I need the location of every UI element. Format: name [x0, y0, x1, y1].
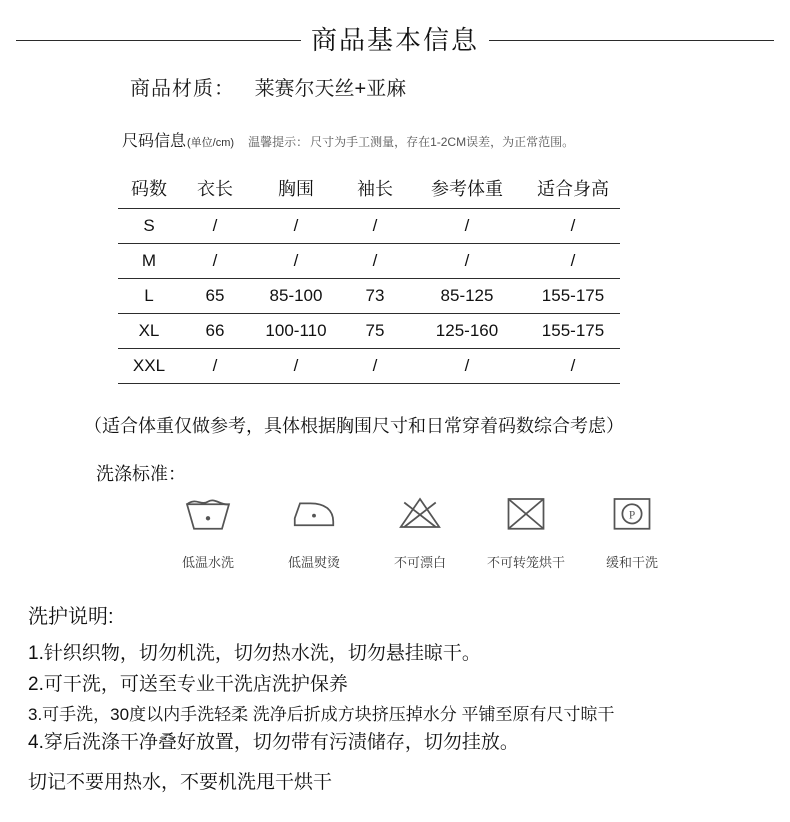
wash-standard-heading: 洗涤标准：: [96, 464, 186, 484]
size-info-heading: [122, 128, 574, 151]
cell-height: /: [526, 349, 620, 384]
care-title: 洗护说明:: [28, 606, 114, 628]
wash-symbol-item: [584, 492, 680, 571]
cell-weight: 85-125: [408, 279, 526, 314]
cell-weight: 125-160: [408, 314, 526, 349]
cell-bust: /: [250, 209, 342, 244]
column-header-weight: 参考体重: [408, 168, 526, 209]
cell-bust: /: [250, 349, 342, 384]
cell-bust: 100-110: [250, 314, 342, 349]
cell-size: L: [118, 279, 180, 314]
care-line-1: 1.针织织物，切勿机洗，切勿热水洗，切勿悬挂晾干。: [28, 643, 481, 664]
care-line-4: 4.穿后洗涤干净叠好放置，切勿带有污渍储存，切勿挂放。: [28, 732, 519, 754]
cell-size: S: [118, 209, 180, 244]
cell-length: /: [180, 209, 250, 244]
cell-sleeve: /: [342, 349, 408, 384]
cell-sleeve: /: [342, 209, 408, 244]
cell-height: 155-175: [526, 279, 620, 314]
column-header-sleeve: 袖长: [342, 168, 408, 209]
cell-height: /: [526, 244, 620, 279]
table-row: [118, 244, 620, 279]
cell-size: M: [118, 244, 180, 279]
cell-height: /: [526, 209, 620, 244]
cell-sleeve: 75: [342, 314, 408, 349]
size-info-unit: (单位/cm): [187, 137, 235, 149]
wash-symbol-item: [478, 492, 574, 571]
table-header-row: [118, 168, 620, 209]
size-table-body: [118, 209, 620, 384]
size-table-note: （适合体重仅做参考，具体根据胸围尺寸和日常穿着码数综合考虑）: [84, 416, 624, 436]
care-line-3: 3.可手洗，30度以内手洗轻柔 洗净后折成方块挤压掉水分 平铺至原有尺寸晾干: [28, 704, 615, 724]
iron-icon: [287, 492, 341, 534]
title-rule-right: [489, 40, 774, 41]
size-table: [118, 168, 620, 384]
column-header-length: 衣长: [180, 168, 250, 209]
no-bleach-icon: [393, 492, 447, 534]
size-info-tip-label: 温馨提示：: [248, 135, 309, 149]
column-header-bust: 胸围: [250, 168, 342, 209]
cell-length: 66: [180, 314, 250, 349]
care-final-note: 切记不要用热水，不要机洗甩干烘干: [28, 771, 333, 793]
size-info-label: 尺码信息: [122, 133, 187, 150]
wash-symbol-label: 不可漂白: [393, 555, 446, 570]
svg-text:P: P: [628, 509, 636, 522]
care-line-2: 2.可干洗，可送至专业干洗店洗护保养: [28, 673, 348, 695]
cell-weight: /: [408, 349, 526, 384]
title-rule-left: [16, 40, 301, 41]
wash-symbol-label: 低温熨烫: [287, 555, 340, 570]
column-header-size: 码数: [118, 168, 180, 209]
wash-tub-icon: [181, 492, 235, 534]
cell-length: 65: [180, 279, 250, 314]
cell-size: XL: [118, 314, 180, 349]
cell-bust: /: [250, 244, 342, 279]
material-value: 莱赛尔天丝+亚麻: [254, 78, 407, 100]
table-row: [118, 349, 620, 384]
material-row: [130, 72, 406, 101]
cell-sleeve: 73: [342, 279, 408, 314]
table-row: [118, 209, 620, 244]
wash-symbol-label: 不可转笼烘干: [486, 555, 565, 570]
wash-symbol-label: 低温水洗: [181, 555, 234, 570]
wash-symbol-item: [160, 492, 256, 571]
wash-symbol-label: 缓和干洗: [605, 555, 658, 570]
size-info-tip-text: 尺寸为手工测量，存在1-2CM误差，为正常范围。: [310, 135, 575, 149]
size-table-head: [118, 168, 620, 209]
wash-symbol-list: [160, 492, 680, 571]
column-header-height: 适合身高: [526, 168, 620, 209]
material-label: 商品材质：: [130, 78, 235, 100]
no-tumble-dry-icon: [499, 492, 553, 534]
cell-weight: /: [408, 244, 526, 279]
cell-weight: /: [408, 209, 526, 244]
cell-length: /: [180, 244, 250, 279]
cell-height: 155-175: [526, 314, 620, 349]
cell-bust: 85-100: [250, 279, 342, 314]
cell-sleeve: /: [342, 244, 408, 279]
page-title: 商品基本信息: [310, 24, 479, 55]
table-row: [118, 279, 620, 314]
wash-symbol-item: [266, 492, 362, 571]
wash-symbol-item: [372, 492, 468, 571]
page-title-row: [0, 16, 790, 60]
mild-dry-clean-icon: [605, 492, 659, 534]
cell-size: XXL: [118, 349, 180, 384]
cell-length: /: [180, 349, 250, 384]
care-instructions: [28, 600, 768, 794]
table-row: [118, 314, 620, 349]
